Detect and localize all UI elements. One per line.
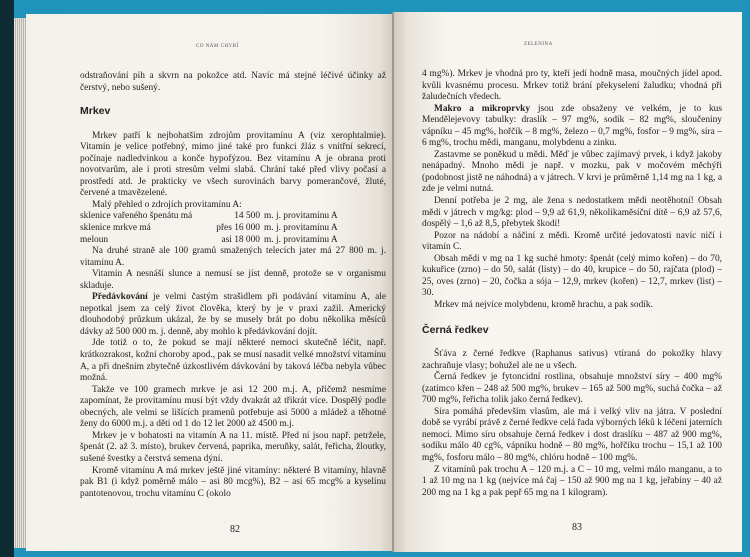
paragraph: Na druhé straně ale 100 gramů smažených telecích jater má 27 800 m. j. vitamínu A. xyxy=(80,246,386,268)
right-page xyxy=(394,12,742,552)
table-cell: sklenice mrkve má xyxy=(80,223,151,234)
left-page xyxy=(26,14,394,551)
paragraph: Pozor na nádobí a náčiní z mědi. Kromě určité jedovatosti navíc ničí i vitamín C. xyxy=(422,230,722,253)
paragraph-text: je velmi častým strašidlem při podávání vitamínu A, ale nepotkal jsem za celý život člověka, který by je v praxi zažil. Americký dlouhodobý průzkum ukázal, že by se musely brát po dobu několika měsíců dávky až 500 000 m. j. denně, aby mohlo k předávkování dojít. xyxy=(80,292,386,337)
paragraph: Kromě vitamínu A má mrkev ještě jiné vitamíny: některé B vitamíny, hlavně pak B1 (i když poměrně málo – asi 80 mcg%), B2 – asi 65 mcg% a kyselinu pantotenovou, trochu vitamínu C (okolo xyxy=(80,465,386,499)
paragraph xyxy=(422,104,722,150)
table-cell: m. j. provitamínu A xyxy=(264,223,338,234)
paragraph: Obsah mědi v mg na 1 kg suché hmoty: špenát (celý mimo kořen) – do 70, kukuřice (zrno) – do 50, salát (listy) – do 40, krupice – do 50, rajčata (plod) – 25, oves (zrno) – 20, čočka a sója – 12,9, mrkev (kořen) – 12,7, mrkev (list) – 30. xyxy=(422,253,722,299)
paragraph: Jde totiž o to, že pokud se mají některé nemoci skutečně léčit, např. krátkozrakost, kožní choroby apod., pak se musí nasadit velké množství vitamínu A, a při dnešním zbytečně úzkostlivém dávkování by taková léčba nebyla vůbec možná. xyxy=(80,338,386,384)
page-number: 83 xyxy=(572,522,582,533)
page-text xyxy=(80,71,386,500)
paragraph: Malý přehled o zdrojích provitamínu A: xyxy=(92,199,242,210)
paragraph-text: jsou zde obsaženy ve velkém, je to kus Mendělejevovy tabulky: draslík – 97 mg%, sodík – 82 mg%, sloučeniny vápníku – 45 mg%, hořčík – 8 mg%, železo – 0,7 mg%, fosfor – 9 mg%, síra – 6 mg%, trochu mědi, manganu, molybdenu a zinku. xyxy=(422,103,722,149)
paragraph: odstraňování pih a skvrn na pokožce atd. Navíc má stejné léčivé účinky až čerstvý, nebo sušený. xyxy=(80,71,386,93)
table-cell: sklenice vařeného špenátu má xyxy=(80,211,193,222)
table-cell: meloun xyxy=(80,234,109,245)
table-cell: asi 18 000 xyxy=(221,234,260,245)
provitamin-table xyxy=(80,211,386,246)
section-heading: Černá ředkev xyxy=(422,324,489,337)
running-head: ZELENINA xyxy=(524,42,553,47)
paragraph: Síra pomáhá především vlasům, ale má i velký vliv na játra. V poslední době se vyrábí právě z černé ředkve celá řada výborných léků k léčení jaterních nemocí. Mimo síru obsahuje černá ředkev i dost draslíku – 487 až 900 mg%, sodíku málo 40 cg%, vápníku hodně – 80 mg%, hořčíku trochu – 15,1 až 100 mg%, fosforu málo – 80 mg%, chlóru hodně – 100 mg%. xyxy=(422,406,722,463)
paragraph: Vitamín A nesnáší slunce a nemusí se jíst denně, protože se v organismu skladuje. xyxy=(80,269,386,291)
bold-term: Makro a mikroprvky xyxy=(434,103,531,114)
running-head: CO NÁM CHYBÍ xyxy=(196,44,239,49)
paragraph: Šťáva z černé ředkve (Raphanus sativus) vtíraná do pokožky hlavy zachraňuje vlasy; bohužel ale ne u všech. xyxy=(422,349,722,371)
table-cell: přes 16 000 xyxy=(216,223,260,234)
table-cell: m. j. provitamínu A xyxy=(264,234,338,245)
paragraph: Černá ředkev je fytoncidní rostlina, obsahuje množství síry – 400 mg% (zatímco křen – 248 až 500 mg%, brukev – 165 až 500 mg%, suchá čočka – až 700 mg%, řeřicha tolik jako černá ředkev). xyxy=(422,372,722,406)
page-number: 82 xyxy=(230,524,240,535)
paragraph: 4 mg%). Mrkev je vhodná pro ty, kteří jedí hodně masa, moučných jídel apod. kvůli kvasnému procesu. Mrkev totiž brání překyselení žaludku; vhodná při žaludečních vředech. xyxy=(422,69,722,103)
table-cell: m. j. provitamínu A xyxy=(264,211,338,222)
book-spine-edge xyxy=(0,0,14,557)
paragraph: Z vitamínů pak trochu A – 120 m.j. a C – 10 mg, velmi málo manganu, a to 1 až 10 mg na 1 kg (nejvíce má čaj – 150 až 900 mg na 1 kg, jeřabiny – 40 až 200 mg na 1 kg a pak pepř 65 mg na 1 kilogram). xyxy=(422,464,722,498)
paragraph: Denní potřeba je 2 mg, ale žena s nedostatkem mědi neotěhotní! Obsah mědi v játrech v mg/kg: plod – 9,9 až 61,9, několikaměsíční dítě – 6,9 až 57,6, dospělý – 1,6 až 8,5, přebytek škodí! xyxy=(422,196,722,230)
paragraph: Takže ve 100 gramech mrkve je asi 12 200 m.j. A, přičemž nesmíme zapomínat, že provitamínu musí být vždy dvakrát až třikrát více. Dospělý podle obecných, ale velmi se lišících pramenů potřebuje asi 5000 a mládež a těhotné ženy do 6000 m.j. a děti od 1 do 12 let 2000 až 4500 m.j. xyxy=(80,384,386,430)
paragraph: Mrkev je v bohatosti na vitamín A na 11. místě. Před ní jsou např. petržele, špenát (2. až 3. místo), brukev červená, paprika, meruňky, salát, řeřicha, žloutky, sušené švestky a čerstvá semena dýní. xyxy=(80,430,386,464)
paragraph xyxy=(80,292,386,338)
paragraph: Mrkev má nejvíce molybdenu, kromě hrachu, a pak sodík. xyxy=(434,299,653,310)
paragraph: Mrkev patří k nejbohatším zdrojům provitamínu A (viz xerophtalmie). Vitamín je velice potřebný, mimo jiné také pro funkci žláz s vnitřní sekrecí, počínaje nadledvinkou a konče hypofýzou. Bez vitamínu A je obrana proti novotvarům, ale i proti stresům velmi slabá. Chrání také před vlivy počasí a prostředí atd. Je prakticky ve všech surovinách barvy pomerančové, žluté, červené a tmavězelené. xyxy=(80,130,386,199)
table-cell: 14 500 xyxy=(234,211,260,222)
paragraph: Zastavme se poněkud u mědi. Měď je vůbec zajímavý prvek, i když jakoby nenápadný. Mnoho mědi je např. v mozku, pak v močovém měchýři (podobnost jistě ne náhodná) a v játrech. V krvi je průměrně 1,14 mg na 1 kg, a zde je velmi nutná. xyxy=(422,149,722,195)
bold-term: Předávkování xyxy=(92,292,148,303)
page-text xyxy=(422,69,722,499)
section-heading: Mrkev xyxy=(80,105,111,118)
